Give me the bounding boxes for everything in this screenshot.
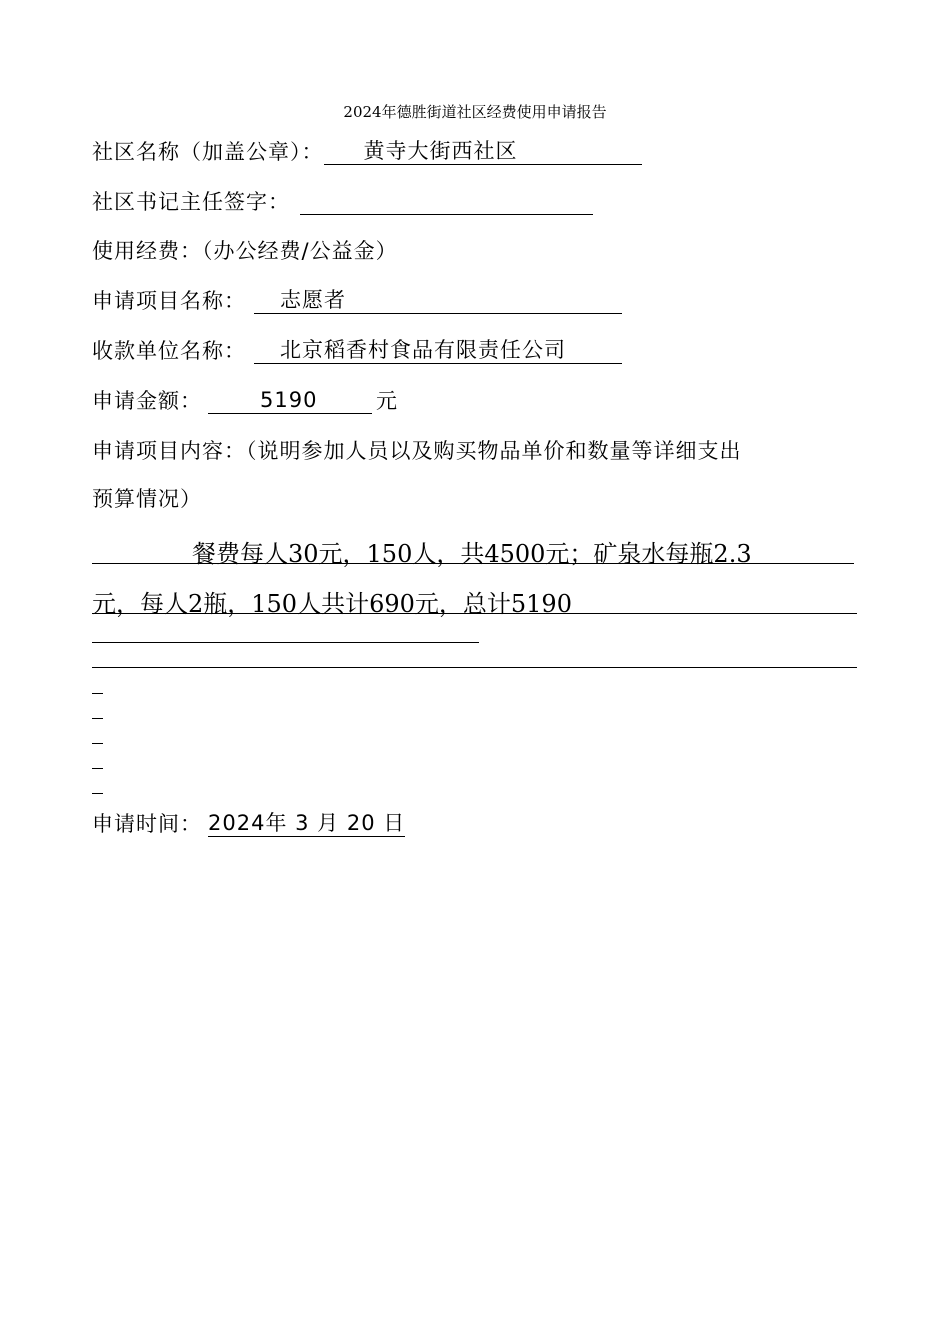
amount-value: 5190: [260, 388, 318, 412]
content-label-2: 预算情况）: [92, 487, 202, 511]
date-label: 申请时间：: [92, 812, 202, 836]
funds-label: 使用经费：（办公经费/公益金）: [92, 239, 398, 263]
document-title: 2024年德胜街道社区经费使用申请报告: [343, 103, 607, 121]
blank-dash-3: [92, 743, 103, 744]
amount-label: 申请金额：: [92, 389, 202, 413]
secretary-row: [92, 188, 593, 216]
date-field[interactable]: [208, 810, 405, 837]
project-value: 志愿者: [280, 288, 346, 312]
project-field[interactable]: [254, 287, 622, 314]
community-row: [92, 138, 642, 166]
project-row: [92, 287, 622, 315]
blank-dash-2: [92, 718, 103, 719]
payee-field[interactable]: [254, 337, 622, 364]
project-label: 申请项目名称：: [92, 289, 246, 313]
community-field[interactable]: [324, 138, 642, 165]
date-row: [92, 810, 405, 838]
date-value: 2024年 3 月 20 日: [208, 811, 406, 835]
content-label-row-1: [92, 437, 742, 465]
amount-field[interactable]: [208, 387, 372, 414]
content-label-1: 申请项目内容：（说明参加人员以及购买物品单价和数量等详细支出: [92, 439, 742, 463]
content-text-1: 餐费每人30元，150人，共4500元；矿泉水每瓶2.3: [192, 540, 752, 568]
amount-unit: 元: [376, 389, 398, 413]
content-underline-2: [92, 613, 857, 614]
funds-row: [92, 237, 398, 265]
amount-row: [92, 387, 398, 415]
secretary-label: 社区书记主任签字：: [92, 190, 290, 214]
content-text-2: 元，每人2瓶，150人共计690元，总计5190: [92, 590, 572, 618]
secretary-signature-field[interactable]: [300, 188, 593, 215]
content-label-row-2: [92, 485, 202, 513]
blank-line-2[interactable]: [92, 667, 857, 668]
blank-dash-5: [92, 793, 103, 794]
content-underline-1: [92, 563, 854, 564]
payee-row: [92, 337, 622, 365]
blank-dash-1: [92, 693, 103, 694]
community-value: 黄寺大街西社区: [363, 139, 518, 163]
blank-line-1[interactable]: [92, 642, 479, 643]
community-label: 社区名称（加盖公章）：: [92, 140, 324, 164]
payee-label: 收款单位名称：: [92, 339, 246, 363]
blank-dash-4: [92, 768, 103, 769]
payee-value: 北京稻香村食品有限责任公司: [280, 338, 566, 362]
